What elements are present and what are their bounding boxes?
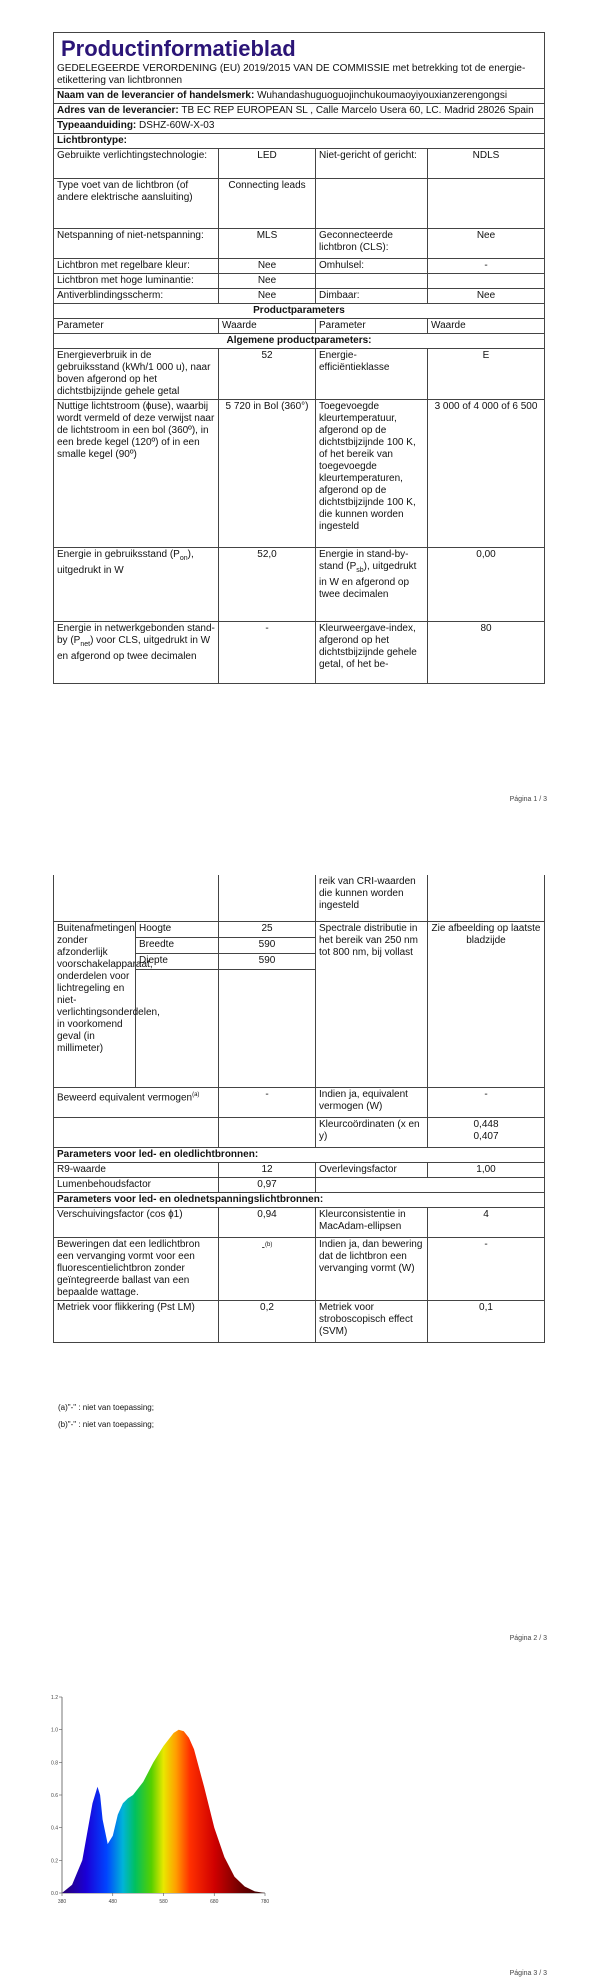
anti-glare-value: Nee [219, 289, 316, 304]
empty-cell [54, 1117, 219, 1147]
efficiency-class-label: Energie-efficiëntieklasse [316, 349, 428, 400]
standby-power-value: 0,00 [428, 548, 545, 622]
col-parameter: Parameter [316, 319, 428, 334]
envelope-label: Omhulsel: [316, 259, 428, 274]
dimmable-label: Dimbaar: [316, 289, 428, 304]
color-temp-value: 3 000 of 4 000 of 6 500 [428, 400, 545, 548]
claimed-power-label: Beweerd equivalent vermogen$^{(a)}$ [54, 1087, 219, 1117]
spectral-distribution-chart [40, 1685, 280, 1915]
cap-type-value: Connecting leads [219, 179, 316, 229]
y-tick-label: 0.4 [51, 1825, 58, 1832]
anti-glare-label: Antiverblindingsscherm: [54, 289, 219, 304]
technology-label: Gebruikte verlichtingstechnologie: [54, 149, 219, 179]
energy-consumption-label: Energieverbruik in de gebruiksstand (kWh/1 000 u), naar boven afgerond op het dichtstbijzijnde gehele getal [54, 349, 219, 400]
model-value: DSHZ-60W-X-03 [139, 120, 215, 131]
cap-type-label: Type voet van de lichtbron (of andere elektrische aansluiting) [54, 179, 219, 229]
empty-cell [428, 179, 545, 229]
dim-depth-label: Diepte [136, 953, 219, 969]
y-tick-label: 0.6 [51, 1793, 58, 1799]
stroboscopic-label: Metriek voor stroboscopisch effect (SVM) [316, 1300, 428, 1342]
dim-width-label: Breedte [136, 937, 219, 953]
empty-cell [136, 969, 219, 1087]
y-tick-label: 1.0 [51, 1727, 58, 1734]
empty-cell [219, 969, 316, 1087]
network-standby-label: Energie in netwerkgebonden stand-by $(P_{net})$ voor CLS, uitgedrukt in W en afgerond op twee decimalen [54, 622, 219, 684]
cri-label: Kleurweergave-index, afgerond op het dichtstbijzijnde gehele getal, of het be- [316, 622, 428, 684]
product-params-header: Productparameters [54, 304, 545, 319]
x-tick-label: 580 [159, 1899, 168, 1905]
spectral-label: Spectrale distributie in het bereik van 250 nm tot 800 nm, bij vollast [316, 921, 428, 1087]
tunable-label: Lichtbron met regelbare kleur: [54, 259, 219, 274]
r9-label: R9-waarde [54, 1162, 219, 1177]
r9-value: 12 [219, 1162, 316, 1177]
col-value: Waarde [428, 319, 545, 334]
macadam-label: Kleurconsistentie in MacAdam-ellipsen [316, 1207, 428, 1237]
lumen-maintenance-value: 0,97 [219, 1177, 316, 1192]
tunable-value: Nee [219, 259, 316, 274]
network-standby-value: - [219, 622, 316, 684]
empty-cell [316, 179, 428, 229]
displacement-value: 0,94 [219, 1207, 316, 1237]
supplier-name-label: Naam van de leverancier of handelsmerk: [57, 90, 255, 101]
lumen-maintenance-label: Lumenbehoudsfactor [54, 1177, 219, 1192]
page-number: Página 3 / 3 [509, 1970, 547, 1977]
directional-value: NDLS [428, 149, 545, 179]
cls-value: Nee [428, 229, 545, 259]
high-luminance-label: Lichtbron met hoge luminantie: [54, 274, 219, 289]
luminous-flux-value: 5 720 in Bol (360°) [219, 400, 316, 548]
empty-cell [316, 1177, 545, 1192]
y-tick-label: 0.2 [51, 1858, 58, 1865]
technology-value: LED [219, 149, 316, 179]
replacement-claim-label: Beweringen dat een ledlichtbron een vervanging vormt voor een fluorescentielichtbron zonder geïntegreerde ballast van een bepaalde wattage. [54, 1237, 219, 1300]
dim-width-value: 590 [219, 937, 316, 953]
standby-power-label: Energie in stand-by-stand $(P_{sb})$, uitgedrukt in W en afgerond op twee decimalen [316, 548, 428, 622]
footnote-b: (b)"-" : niet van toepassing; [58, 1420, 154, 1429]
on-mode-power-value: 52,0 [219, 548, 316, 622]
supplier-name-value: Wuhandashuguoguojinchukoumaoyiyouxianzerengongsi [257, 90, 508, 101]
empty-cell [54, 875, 219, 921]
page-2 [0, 855, 595, 1655]
supplier-address-label: Adres van de leverancier: [57, 105, 179, 116]
x-tick-label: 780 [260, 1899, 270, 1905]
displacement-label: Verschuivingsfactor (cos ɸ1) [54, 1207, 219, 1237]
x-tick-label: 480 [108, 1899, 117, 1905]
empty-cell [316, 274, 428, 289]
stroboscopic-value: 0,1 [428, 1300, 545, 1342]
y-tick-label: 0.8 [51, 1760, 58, 1767]
x-tick-label: 680 [210, 1899, 219, 1905]
led-oled-header: Parameters voor led- en oledlichtbronnen: [54, 1147, 545, 1162]
directional-label: Niet-gericht of gericht: [316, 149, 428, 179]
high-luminance-value: Nee [219, 274, 316, 289]
chromaticity-label: Kleurcoördinaten (x en y) [316, 1117, 428, 1147]
cri-value: 80 [428, 622, 545, 684]
luminous-flux-label: Nuttige lichtstroom (ɸuse), waarbij wordt vermeld of deze verwijst naar de lichtstroom in een bol (360º), in een brede kegel (120º) of in een smalle kegel (90º) [54, 400, 219, 548]
dim-height-label: Hoogte [136, 921, 219, 937]
empty-cell [219, 875, 316, 921]
page-1 [0, 0, 595, 820]
survival-label: Overlevingsfactor [316, 1162, 428, 1177]
spectrum-area [62, 1730, 265, 1893]
col-value: Waarde [219, 319, 316, 334]
dim-depth-value: 590 [219, 953, 316, 969]
spectral-value: Zie afbeelding op laatste bladzijde [428, 921, 545, 1087]
replacement-if-yes-value: - [428, 1237, 545, 1300]
page-title: Productinformatieblad [61, 36, 296, 61]
survival-value: 1,00 [428, 1162, 545, 1177]
dimmable-value: Nee [428, 289, 545, 304]
empty-cell [428, 274, 545, 289]
replacement-if-yes-label: Indien ja, dan bewering dat de lichtbron een vervanging vormt (W) [316, 1237, 428, 1300]
chromaticity-value: 0,448 0,407 [428, 1117, 545, 1147]
dim-height-value: 25 [219, 921, 316, 937]
col-parameter: Parameter [54, 319, 219, 334]
footnote-a: (a)"-" : niet van toepassing; [58, 1403, 154, 1412]
if-yes-power-label: Indien ja, equivalent vermogen (W) [316, 1087, 428, 1117]
if-yes-power-value: - [428, 1087, 545, 1117]
mains-value: MLS [219, 229, 316, 259]
x-tick-label: 380 [57, 1899, 67, 1905]
y-tick-label: 1.2 [51, 1695, 58, 1701]
y-tick-label: 0.0 [51, 1891, 58, 1897]
product-info-table-continued [53, 875, 545, 1343]
empty-cell [219, 1117, 316, 1147]
cls-label: Geconnecteerde lichtbron (CLS): [316, 229, 428, 259]
general-params-header: Algemene productparameters: [54, 334, 545, 349]
replacement-claim-value: -$^{(b)}$ [219, 1237, 316, 1300]
efficiency-class-value: E [428, 349, 545, 400]
flicker-value: 0,2 [219, 1300, 316, 1342]
flicker-label: Metriek voor flikkering (Pst LM) [54, 1300, 219, 1342]
lightsource-type-label: Lichtbrontype: [54, 134, 545, 149]
on-mode-power-label: Energie in gebruiksstand $(P_{on})$, uitgedrukt in W [54, 548, 219, 622]
empty-cell [428, 875, 545, 921]
page-3 [0, 1685, 595, 1987]
claimed-power-value: - [219, 1087, 316, 1117]
page-number: Página 1 / 3 [509, 796, 547, 803]
mains-led-header: Parameters voor led- en olednetspanningslichtbronnen: [54, 1192, 545, 1207]
envelope-value: - [428, 259, 545, 274]
page-number: Página 2 / 3 [509, 1635, 547, 1642]
mains-label: Netspanning of niet-netspanning: [54, 229, 219, 259]
macadam-value: 4 [428, 1207, 545, 1237]
supplier-address-value: TB EC REP EUROPEAN SL , Calle Marcelo Usera 60, LC. Madrid 28026 Spain [181, 105, 534, 116]
energy-consumption-value: 52 [219, 349, 316, 400]
dimensions-label: Buitenafmetingen zonder afzonderlijk voorschakelapparaat, onderdelen voor lichtregeling en niet-verlichtingsonderdelen, in voorkomend geval (in millimeter) [54, 921, 136, 1087]
product-info-table [53, 32, 545, 684]
cri-continuation: reik van CRI-waarden die kunnen worden ingesteld [316, 875, 428, 921]
color-temp-label: Toegevoegde kleurtemperatuur, afgerond op de dichtstbijzijnde 100 K, of het bereik van toegevoegde kleurtemperaturen, afgerond op de dichtstbijzijnde 100 K, die kunnen worden ingesteld [316, 400, 428, 548]
model-label: Typeaanduiding: [57, 120, 137, 131]
regulation-text: GEDELEGEERDE VERORDENING (EU) 2019/2015 VAN DE COMMISSIE met betrekking tot de energie-etikettering van lichtbronnen [54, 62, 545, 89]
